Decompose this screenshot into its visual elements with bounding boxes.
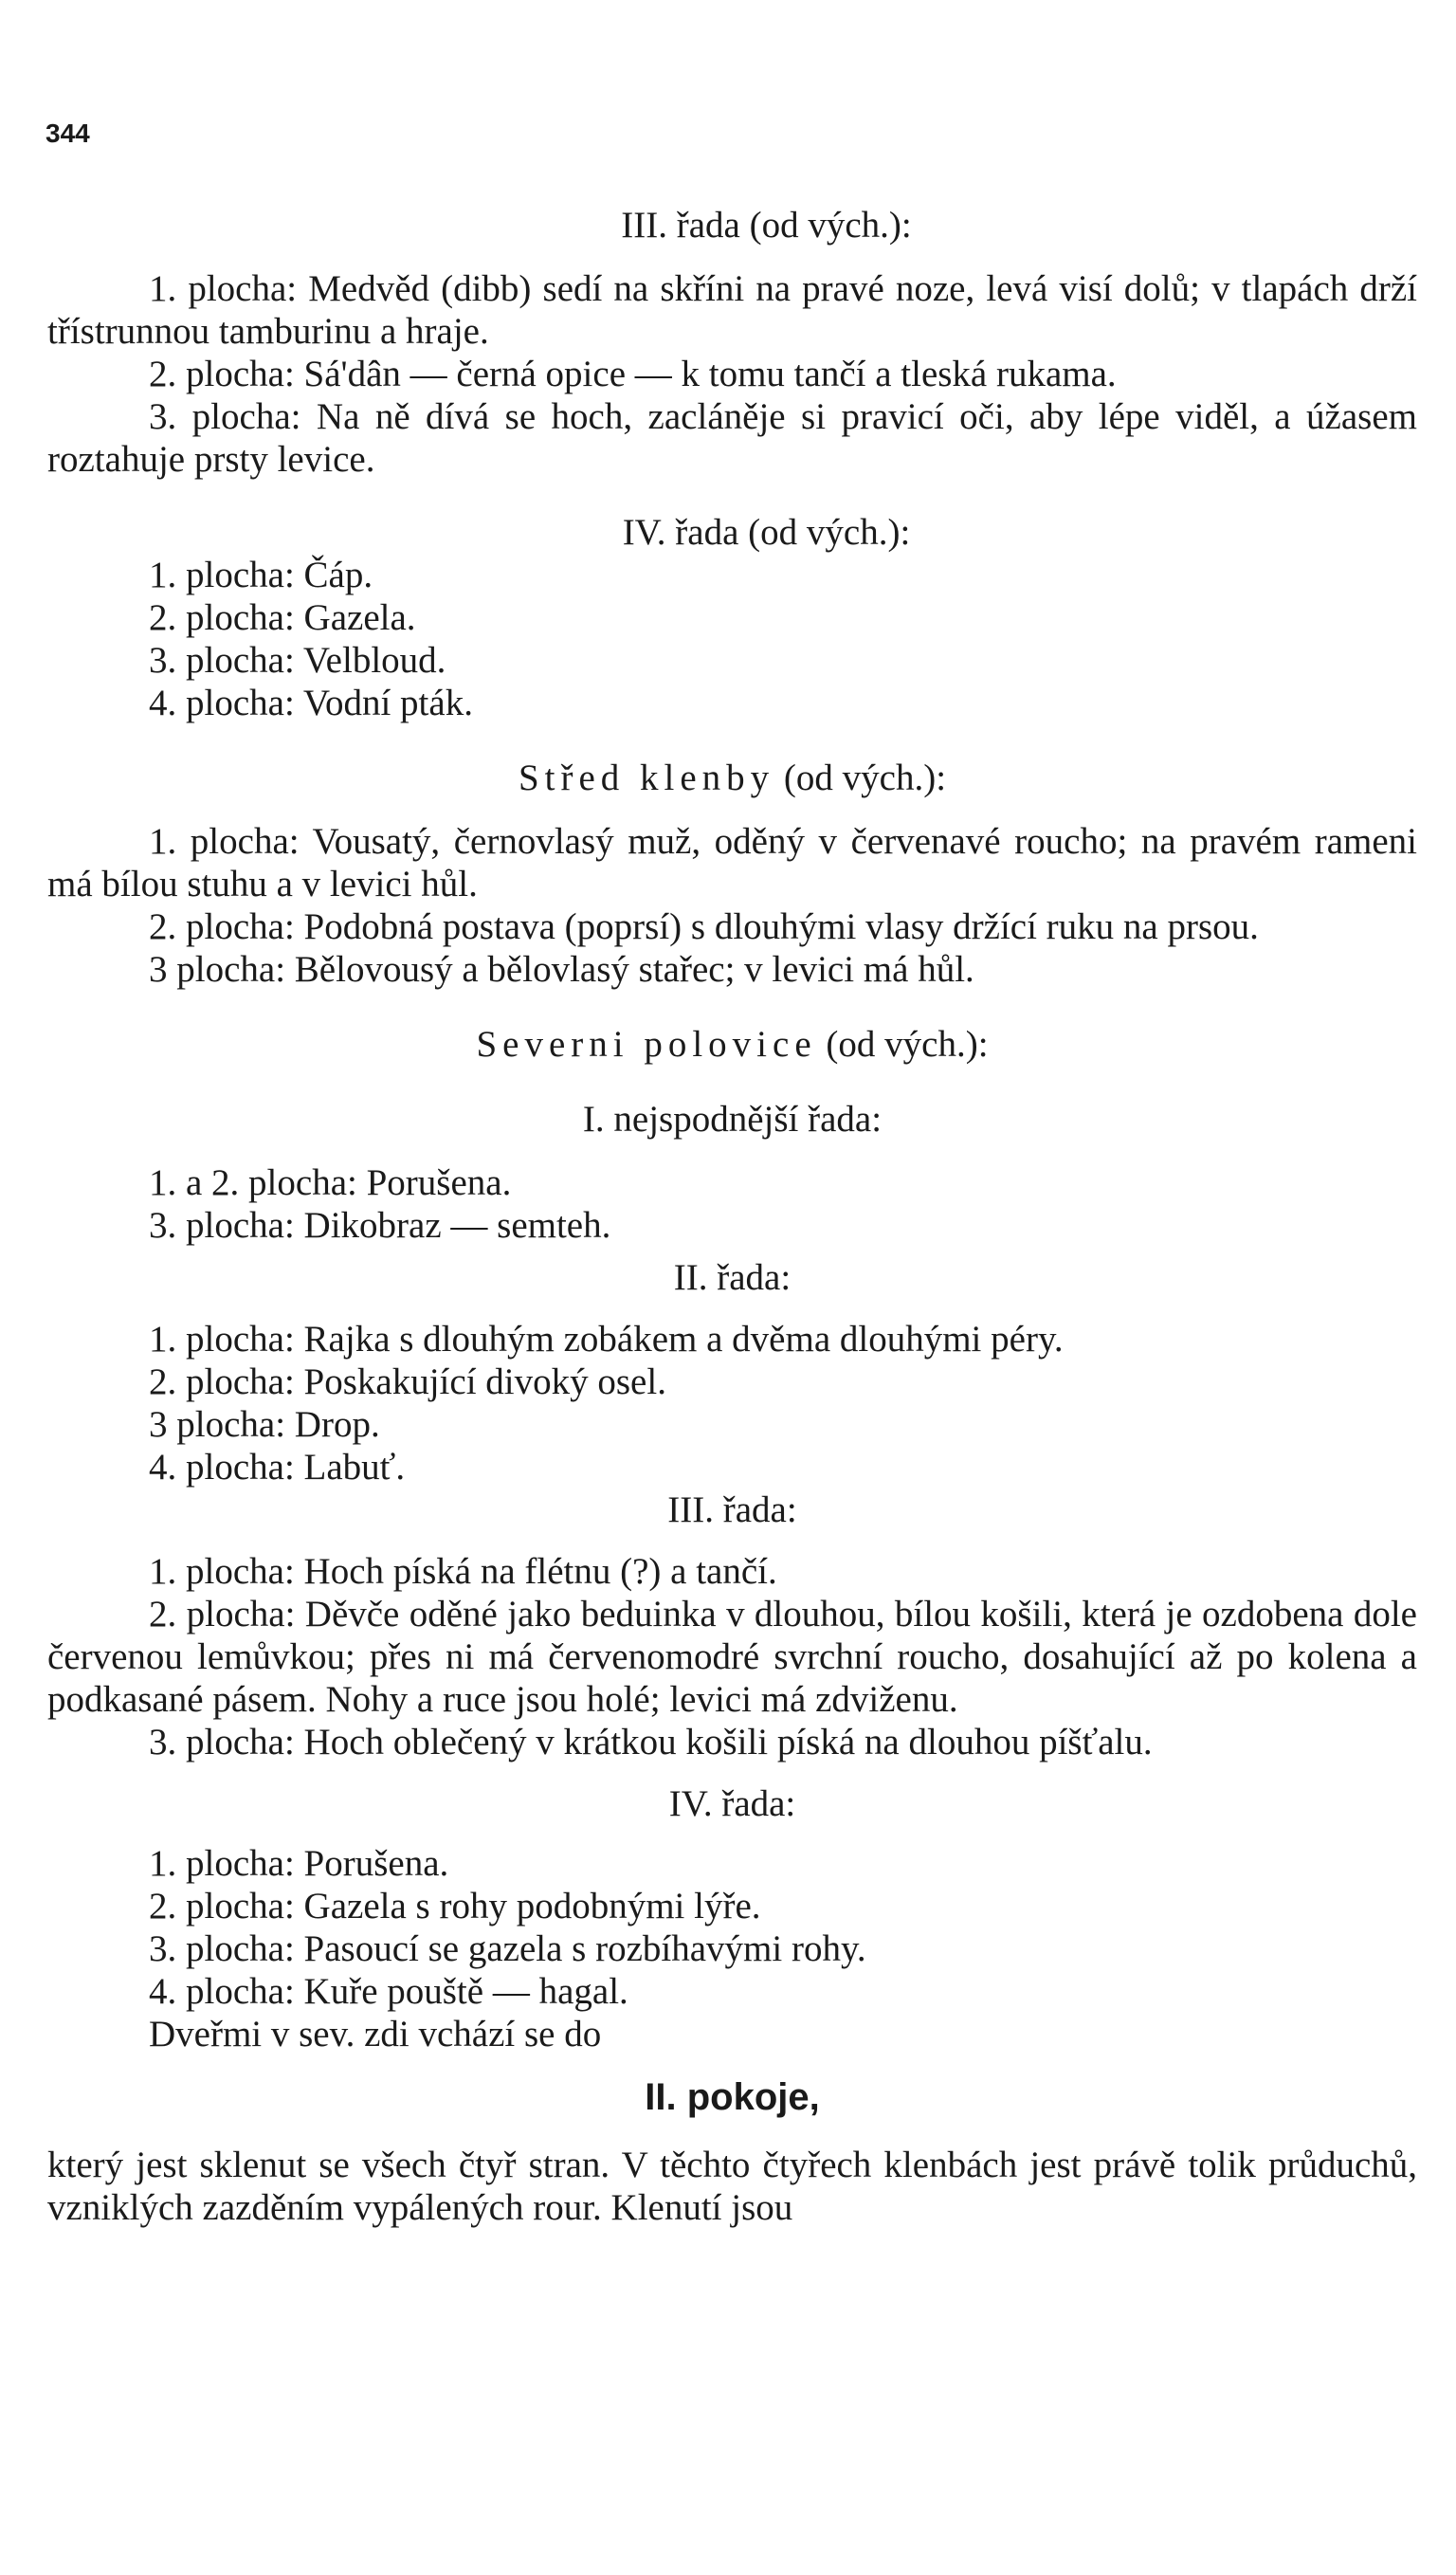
- entry-paragraph: 2. plocha: Děvče oděné jako beduinka v dlouhou, bílou košili, která je ozdobena dole červenou lemůvkou; přes ni má červenomodré svrchní roucho, dosahující až po kolena a podkasané pásem. Nohy a ruce jsou holé; levici má zdviženu.: [47, 1594, 1417, 1720]
- entry-paragraph: 2. plocha: Podobná postava (poprsí) s dlouhými vlasy držící ruku na prsou.: [149, 906, 1259, 947]
- entry-line: 3. plocha: Velbloud.: [149, 640, 446, 681]
- closing-line: Dveřmi v sev. zdi vchází se do: [149, 2014, 602, 2055]
- body-paragraph: který jest sklenut se všech čtyř stran. V těchto čtyřech klenbách jest právě tolik průduchů, vzniklých zazděním vypálených rour. Klenutí jsou: [47, 2145, 1417, 2228]
- entry-paragraph: 3 plocha: Bělovousý a bělovlasý stařec; v levici má hůl.: [149, 949, 974, 990]
- entry-line: 1. plocha: Porušena.: [149, 1843, 449, 1884]
- entry-line: 3 plocha: Drop.: [149, 1404, 380, 1445]
- entry-paragraph: 1. plocha: Hoch píská na flétnu (?) a tančí.: [149, 1551, 777, 1592]
- page-number: 344: [46, 119, 90, 148]
- entry-line: 2. plocha: Gazela s rohy podobnými lýře.: [149, 1886, 761, 1927]
- section-heading: III. řada (od vých.):: [621, 205, 912, 246]
- entry-line: 2. plocha: Gazela.: [149, 597, 416, 638]
- section-heading: I. nejspodnější řada:: [582, 1099, 883, 1140]
- entry-line: 3. plocha: Pasoucí se gazela s rozbíhavými rohy.: [149, 1928, 866, 1969]
- entry-line: 2. plocha: Poskakující divoký osel.: [149, 1361, 666, 1402]
- entry-paragraph: 2. plocha: Sá'dân — černá opice — k tomu tančí a tleská rukama.: [149, 354, 1117, 394]
- entry-line: 1. plocha: Rajka s dlouhým zobákem a dvěma dlouhými péry.: [149, 1319, 1064, 1360]
- section-heading: IV. řada:: [668, 1783, 796, 1824]
- entry-paragraph: 1. plocha: Vousatý, černovlasý muž, oděný v červenavé roucho; na pravém rameni má bílou stuhu a v levici hůl.: [47, 821, 1417, 904]
- heading-spaced-text: Severni polovice: [476, 1024, 817, 1065]
- section-heading: II. řada:: [673, 1257, 792, 1298]
- section-heading: III. řada:: [667, 1489, 797, 1530]
- entry-line: 4. plocha: Vodní pták.: [149, 683, 473, 723]
- section-heading: [47, 757, 1417, 799]
- entry-paragraph: 1. plocha: Medvěd (dibb) sedí na skříni na pravé noze, levá visí dolů; v tlapách drží třístrunnou tamburinu a hraje.: [47, 268, 1417, 352]
- entry-line: 4. plocha: Kuře pouště — hagal.: [149, 1971, 628, 2012]
- entry-line: 1. plocha: Čáp.: [149, 555, 373, 595]
- heading-spaced-text: Střed klenby: [518, 758, 775, 798]
- page-body: [47, 204, 1417, 2229]
- heading-rest-text: (od vých.):: [826, 1024, 989, 1065]
- entry-paragraph: 3. plocha: Na ně dívá se hoch, zacláněje si pravicí oči, aby lépe viděl, a úžasem roztahuje prsty levice.: [47, 396, 1417, 480]
- entry-line: 3. plocha: Dikobraz — semteh.: [149, 1205, 611, 1246]
- entry-paragraph: 3. plocha: Hoch oblečený v krátkou košili píská na dlouhou píšťalu.: [149, 1722, 1153, 1762]
- heading-rest-text: (od vých.):: [783, 758, 947, 798]
- section-heading: [47, 1023, 1417, 1066]
- chapter-heading: II. pokoje,: [645, 2076, 820, 2118]
- entry-line: 4. plocha: Labuť.: [149, 1447, 406, 1488]
- entry-line: 1. a 2. plocha: Porušena.: [149, 1162, 512, 1203]
- section-heading: IV. řada (od vých.):: [622, 512, 911, 553]
